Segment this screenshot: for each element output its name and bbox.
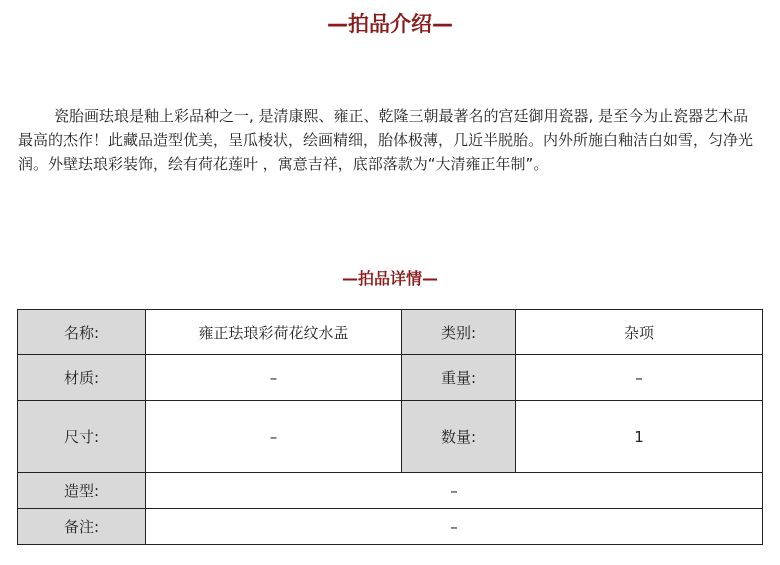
- material-value: –: [146, 355, 402, 401]
- weight-label: 重量:: [402, 355, 516, 401]
- intro-paragraph: 瓷胎画珐琅是釉上彩品种之一, 是清康熙、雍正、乾隆三朝最著名的宫廷御用瓷器, 是至今为止瓷器艺术品最高的杰作！此藏品造型优美，呈瓜棱状，绘画精细，胎体极薄，几近半脱胎。内外所施白釉洁白如雪，匀净光润。外壁珐琅彩装饰，绘有荷花莲叶 ，寓意吉祥，底部落款为“大清雍正年制”。: [18, 107, 754, 173]
- weight-value: –: [516, 355, 763, 401]
- details-table: [17, 309, 763, 545]
- name-value: 雍正珐琅彩荷花纹水盂: [146, 310, 402, 355]
- table-row: [18, 355, 763, 401]
- category-value: 杂项: [516, 310, 763, 355]
- material-label: 材质:: [18, 355, 146, 401]
- table-row: [18, 401, 763, 473]
- remark-label: 备注:: [18, 509, 146, 545]
- table-row: [18, 473, 763, 509]
- name-label: 名称:: [18, 310, 146, 355]
- table-row: [18, 310, 763, 355]
- intro-title: —拍品介绍—: [327, 12, 453, 36]
- size-value: –: [146, 401, 402, 473]
- table-row: [18, 509, 763, 545]
- shape-value: –: [146, 473, 763, 509]
- quantity-value: 1: [516, 401, 763, 473]
- quantity-label: 数量:: [402, 401, 516, 473]
- remark-value: –: [146, 509, 763, 545]
- size-label: 尺寸:: [18, 401, 146, 473]
- details-title: —拍品详情—: [341, 269, 438, 288]
- shape-label: 造型:: [18, 473, 146, 509]
- category-label: 类别:: [402, 310, 516, 355]
